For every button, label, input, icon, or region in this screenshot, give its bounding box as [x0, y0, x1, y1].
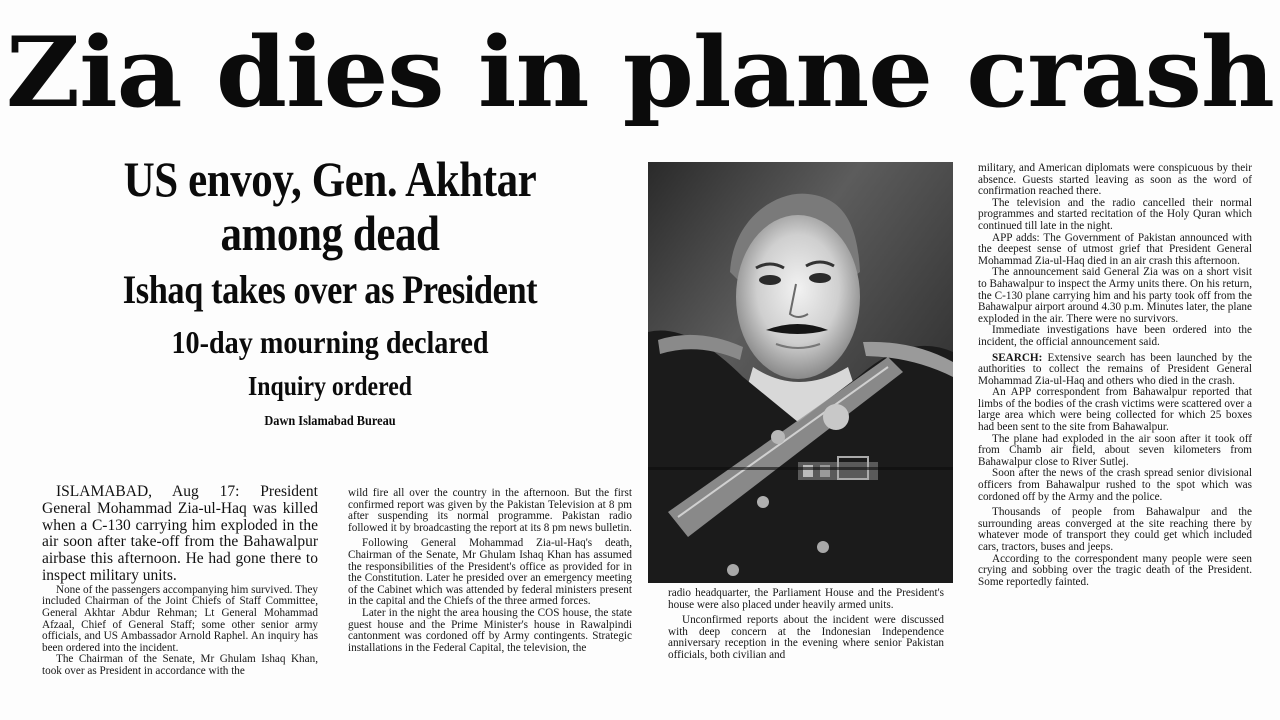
paragraph: Later in the night the area housing the COS house, the state guest house and the Prime Minister's house in Rawalpindi cantonment was cordoned off by Army contingents. Strategic installations in the Federal Capital, the television, the — [348, 606, 632, 654]
paragraph: None of the passengers accompanying him survived. They included Chairman of the Joint Chiefs of Staff Committee, General Akhtar Abdur Rehman; Lt General Mohammad Afzaal, Chief of General Staff; some other senior army officials, and US Ambassador Arnold Raphel. An inquiry has been ordered into the incident. — [42, 583, 319, 654]
paragraph: military, and American diplomats were conspicuous by their absence. Guests started leaving as soon as the word of confirmation reached there. — [978, 162, 1252, 198]
paragraph: An APP correspondent from Bahawalpur reported that limbs of the bodies of the crash victims were scattered over a large area which were being collected for which 25 boxes had been sent to the site from Bahawalpur. — [978, 386, 1252, 434]
subheadline-3: Ishaq takes over as President — [122, 267, 538, 312]
subheadline-block — [20, 152, 640, 436]
article-column-3 — [668, 588, 944, 662]
main-headline: Zia dies in plane crash — [5, 16, 1274, 129]
article-column-4 — [978, 163, 1252, 588]
subheadline-4: 10-day mourning declared — [171, 324, 489, 360]
article-column-1 — [42, 484, 318, 678]
portrait-photo — [648, 162, 953, 583]
article-column-2 — [348, 488, 632, 654]
paragraph: radio headquarter, the Parliament House and the President's house were also placed under heavily armed units. — [668, 587, 944, 611]
subheadline-2: among dead — [220, 205, 440, 261]
paragraph: The television and the radio cancelled their normal programmes and started recitation of the Holy Quran which continued till late in the night. — [978, 196, 1252, 232]
search-text: Extensive search has been launched by the authorities to collect the remains of President General Mohammad Zia-ul-Haq and others who died in the crash. — [978, 351, 1252, 387]
paragraph: Immediate investigations have been ordered into the incident, the official announcement said. — [978, 324, 1252, 348]
paragraph: Following General Mohammad Zia-ul-Haq's death, Chairman of the Senate, Mr Ghulam Ishaq Khan has assumed the responsibilities of the President's office as provided for in the Constitution. Later he presided over an emergency meeting of the Cabinet which was attended by federal ministers present in the capital and the Chiefs of the three armed forces. — [348, 537, 632, 608]
paragraph: The plane had exploded in the air soon after it took off from Chamb air field, about seven kilometers from Bahawalpur close to River Sutlej. — [978, 432, 1252, 468]
paragraph: Thousands of people from Bahawalpur and the surrounding areas converged at the site reaching there by whatever mode of transport they could get which included cars, tractors, buses and jeeps. — [978, 506, 1252, 553]
paragraph: wild fire all over the country in the afternoon. But the first confirmed report was given by the Pakistan Television at 8 pm after suspending its normal programme. Pakistan radio followed it by broadcasting the report at its 8 pm news bulletin. — [348, 487, 632, 534]
paragraph: Soon after the news of the crash spread senior divisional officers from Bahawalpur rushed to the spot which was cordoned off by the Army and the police. — [978, 467, 1252, 503]
search-lead: SEARCH: — [992, 351, 1043, 364]
paragraph: The Chairman of the Senate, Mr Ghulam Ishaq Khan, took over as President in accordance with the — [42, 653, 318, 677]
portrait-image-icon — [648, 162, 953, 583]
subheadline-1: US envoy, Gen. Akhtar — [123, 151, 537, 207]
subheadline-5: Inquiry ordered — [248, 371, 412, 401]
lede-paragraph: ISLAMABAD, Aug 17: President General Mohammad Zia-ul-Haq was killed when a C-130 carrying him exploded in the air soon after take-off from the Bahawalpur airbase this afternoon. He had gone there to inspect military units. — [42, 483, 318, 584]
paragraph: Unconfirmed reports about the incident were discussed with deep concern at the Indonesian Independence anniversary reception in the evening where senior Pakistan officials, both civilian and — [668, 614, 944, 661]
search-paragraph — [978, 353, 1252, 388]
byline: Dawn Islamabad Bureau — [264, 414, 396, 429]
paragraph: According to the correspondent many people were seen crying and sobbing over the tragic death of the President. Some reportedly fainted. — [978, 552, 1252, 588]
paragraph: The announcement said General Zia was on a short visit to Bahawalpur to inspect the Army units there. On his return, the C-130 plane carrying him and his party took off from the Bahawalpur airport around 4.30 p.m. Minutes later, the plane exploded in the air. There were no survivors. — [978, 266, 1252, 325]
paragraph: APP adds: The Government of Pakistan announced with the deepest sense of utmost grief that President General Mohammad Zia-ul-Haq died in an air crash this afternoon. — [978, 231, 1252, 267]
